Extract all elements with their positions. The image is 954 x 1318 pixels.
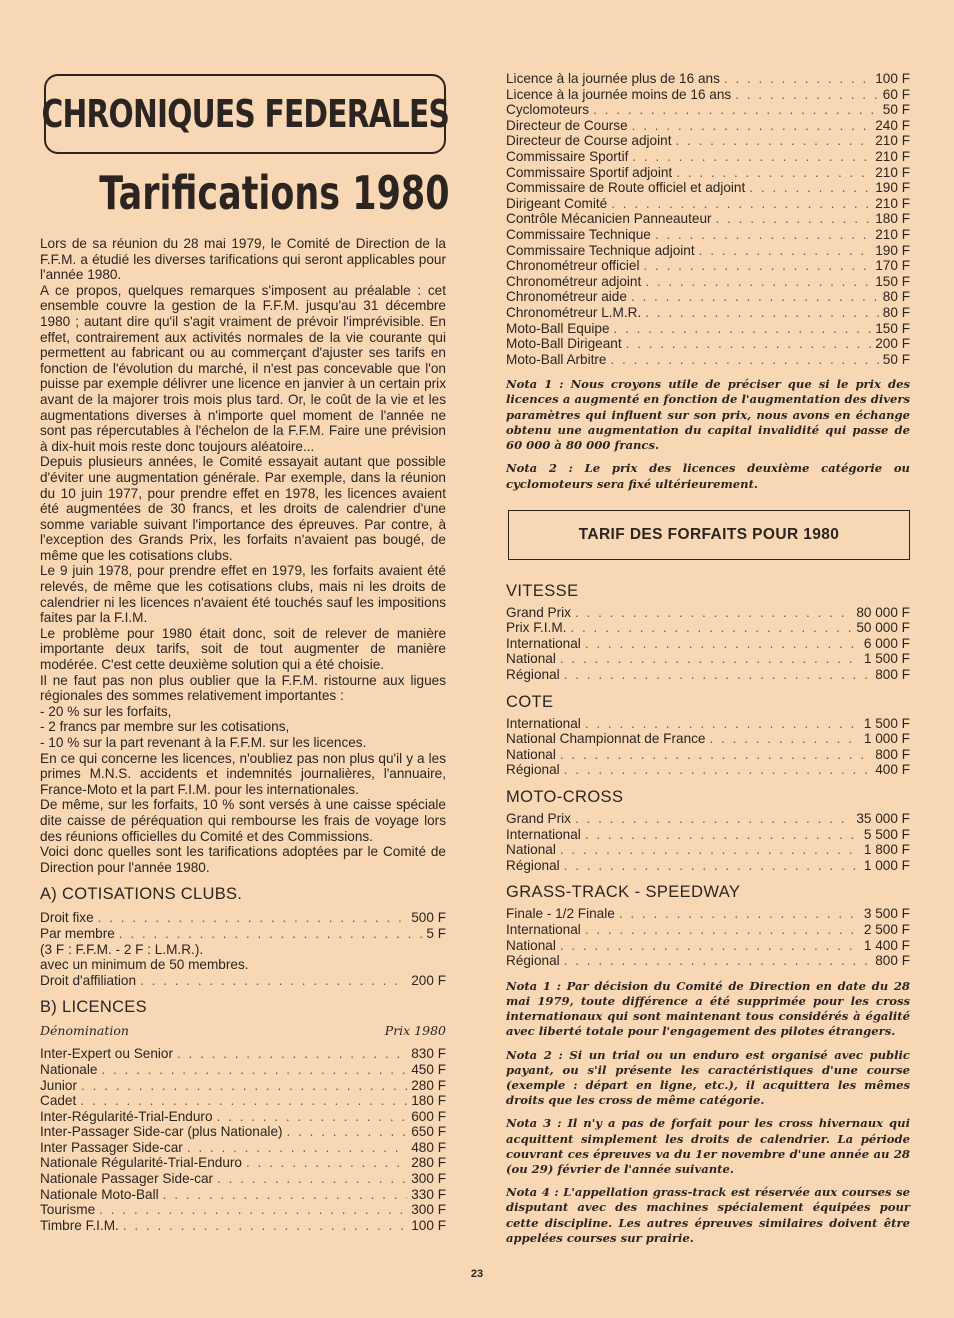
price-label: Chronométreur L.M.R. [506, 304, 642, 320]
price-label: Directeur de Course adjoint [506, 133, 672, 149]
price-label: Commissaire Sportif adjoint [506, 164, 673, 180]
price-label: Droit fixe [40, 910, 94, 926]
section-title: CHRONIQUES FEDERALES [41, 92, 449, 136]
price-label: National Championnat de France [506, 731, 706, 747]
price-row [506, 71, 910, 87]
category-title-grasstrack: GRASS-TRACK - SPEEDWAY [506, 883, 741, 902]
price-row [506, 636, 910, 652]
leader-dots [724, 71, 871, 87]
licences-list [40, 1046, 446, 1233]
price-value: 210 F [875, 226, 910, 242]
price-value: 150 F [875, 320, 910, 336]
price-label: International [506, 922, 581, 938]
price-row [506, 716, 910, 732]
leader-dots [564, 762, 872, 778]
leader-dots [632, 118, 872, 134]
price-row [506, 321, 910, 337]
leader-dots [217, 1171, 407, 1187]
price-value: 300 F [411, 1202, 446, 1218]
price-label: Finale - 1/2 Finale [506, 906, 615, 922]
leader-dots [585, 716, 860, 732]
price-value: 190 F [875, 180, 910, 196]
price-value: 50 000 F [856, 620, 910, 636]
price-value: 500 F [411, 910, 446, 926]
leader-dots [564, 667, 872, 683]
column-header-price: Prix 1980 [384, 1023, 446, 1039]
price-row [40, 1187, 446, 1203]
price-row [506, 605, 910, 621]
price-row [40, 1062, 446, 1078]
price-label: Chronométreur aide [506, 289, 627, 305]
section-title-box [41, 74, 449, 154]
price-label: Moto-Ball Dirigeant [506, 336, 622, 352]
leader-dots [655, 227, 871, 243]
leader-dots [699, 243, 872, 259]
forfaits-heading-box [508, 510, 910, 560]
price-row [506, 227, 910, 243]
price-label: Licence à la journée plus de 16 ans [506, 71, 720, 86]
grasstrack-list [506, 906, 910, 968]
nota-text: Nota 2 : Le prix des licences deuxième catégorie ou cyclomoteurs sera fixé ultérieurement. [506, 461, 910, 491]
price-value: 650 F [411, 1124, 446, 1140]
leader-dots [614, 321, 872, 337]
price-row [506, 305, 910, 321]
leader-dots [643, 258, 871, 274]
price-row [506, 858, 910, 874]
price-label: Cadet [40, 1093, 77, 1109]
leader-dots [560, 938, 860, 954]
price-label: Prix F.I.M. [506, 620, 567, 636]
leader-dots [246, 1155, 407, 1171]
price-label: Régional [506, 667, 560, 683]
price-value: 5 500 F [863, 826, 910, 842]
price-label: Commissaire Technique [506, 226, 651, 242]
price-label: Contrôle Mécanicien Panneauteur [506, 211, 712, 227]
price-value: 100 F [875, 71, 910, 86]
price-value: 600 F [411, 1108, 446, 1124]
paragraph: Voici donc quelles sont les tarifications adoptées par le Comité de Direction pour l'année 1980. [40, 844, 446, 875]
price-value: 210 F [875, 164, 910, 180]
price-label: International [506, 715, 581, 731]
leader-dots [632, 149, 871, 165]
price-value: 3 500 F [863, 906, 910, 922]
nota-text: Nota 1 : Nous croyons utile de préciser que si le prix des licences a augmenté en fonction de l'augmentation des divers paramètres qui influent sur son prix, nous avons en échange obtenu une augmentation du capital invalidité qui passe de 60 000 à 80 000 francs. [506, 377, 910, 453]
price-value: 800 F [875, 667, 910, 683]
price-label: Junior [40, 1077, 78, 1093]
leader-dots [101, 1062, 407, 1078]
leader-dots [749, 180, 871, 196]
paragraph: Le problème pour 1980 était donc, soit de relever de manière importante deux tarifs, soit de tout augmenter de manière modérée. C'est cette deuxième solution qui a été choisie. [40, 625, 446, 673]
price-value: 450 F [411, 1061, 446, 1077]
leader-dots [645, 274, 871, 290]
price-label: Grand Prix [506, 604, 571, 620]
price-row [506, 196, 910, 212]
price-row [506, 149, 910, 165]
price-row [40, 1171, 446, 1187]
paragraph: Lors de sa réunion du 28 mai 1979, le Comité de Direction de la F.F.M. a étudié les diverses tarifications qui seront applicables pour l'année 1980. [40, 236, 446, 283]
leader-dots [585, 827, 860, 843]
nota-text: Nota 2 : Si un trial ou un enduro est organisé avec public payant, ou s'il présente les caractéristiques d'une course (exemple : départ en ligne, etc.), il acquittera les mêmes droits que les cross de même catégorie. [506, 1047, 910, 1108]
price-label: Inter Passager Side-car [40, 1139, 183, 1155]
price-label: Nationale Passager Side-car [40, 1171, 214, 1187]
price-value: 280 F [411, 1077, 446, 1093]
cotisations-note: (3 F : F.F.M. - 2 F : L.M.R.). [40, 941, 204, 957]
paragraph: Le 9 juin 1978, pour prendre effet en 1979, les forfaits avaient été relevés, de même que les cotisations clubs, mais ni les droits de calendrier ni les licences n'avaient été touchés sauf les impositions faites par la F.I.M. [40, 563, 446, 626]
nota-text: Nota 4 : L'appellation grass-track est réservée aux courses se disputant avec des machines spécialement équipées pour cette discipline. Les autres épreuves similaires doivent être appelées courses sur prairie. [506, 1185, 910, 1245]
leader-dots [560, 747, 871, 763]
licences-notes [506, 377, 910, 491]
price-row [506, 762, 910, 778]
price-value: 480 F [411, 1139, 446, 1155]
price-row [506, 938, 910, 954]
price-label: Chronométreur adjoint [506, 273, 642, 289]
price-value: 190 F [875, 242, 910, 258]
forfaits-heading: TARIF DES FORFAITS POUR 1980 [578, 525, 840, 543]
price-value: 1 500 F [863, 715, 910, 731]
price-value: 100 F [411, 1217, 446, 1233]
price-label: Cyclomoteurs [506, 102, 590, 118]
leader-dots [631, 289, 879, 305]
price-row [40, 910, 446, 926]
price-value: 170 F [875, 258, 910, 274]
price-label: Commissaire de Route officiel et adjoint [506, 180, 746, 196]
price-label: International [506, 826, 581, 842]
price-row [40, 1078, 446, 1094]
paragraph: A ce propos, quelques remarques s'imposent au préalable : cet ensemble couvre la gestion de la F.F.M. jusqu'au 31 décembre 1980 ; autant dire qu'il s'agit vraiment de prévoir l'imprévisible. En effet, contrairement aux activités normales de la vie courante qui permettent au fabricant ou au commerçant d'ajuster ses tarifs en fonction de l'évolution du marché, il n'est pas concevable que l'on puisse par exemple délivrer une licence en janvier à un certain prix avant de la majorer trois mois plus tard. Or, le coût de la vie et les augmentations diverses à n'importe quel moment de l'année ne sont pas répercutables à l'échelon de la F.F.M. Faire une prévision à dix-huit mois reste donc toujours aléatoire... [40, 282, 446, 454]
leader-dots [119, 926, 423, 942]
price-value: 200 F [411, 972, 446, 988]
paragraph: - 20 % sur les forfaits, [40, 703, 172, 719]
price-row [40, 1109, 446, 1125]
price-row [506, 165, 910, 181]
price-value: 60 F [882, 86, 910, 102]
price-row [40, 1218, 446, 1234]
price-row [506, 258, 910, 274]
price-row [506, 953, 910, 969]
price-row [506, 336, 910, 352]
paragraph: - 2 francs par membre sur les cotisations, [40, 719, 290, 735]
price-label: Commissaire Technique adjoint [506, 242, 695, 258]
leader-dots [710, 731, 860, 747]
price-value: 280 F [411, 1155, 446, 1171]
price-label: National [506, 842, 556, 858]
price-row [506, 180, 910, 196]
paragraph: En ce qui concerne les licences, n'oubliez pas non plus qu'il y a les primes M.N.S. accidents et indemnités journalières, l'annuaire, France-Moto et la part F.I.M. pour les internationales. [40, 750, 446, 797]
right-column [506, 71, 910, 1254]
forfaits-notes [506, 979, 910, 1246]
leader-dots [560, 842, 860, 858]
leader-dots [675, 133, 871, 149]
paragraph: Il ne faut pas non plus oublier que la F.F.M. ristourne aux ligues régionales des sommes relativement importantes : [40, 672, 446, 704]
nota-text: Nota 3 : Il n'y a pas de forfait pour les cross hivernaux qui acquittent simplement les droits de calendrier. La période couvrant ces épreuves va du 1er novembre d'une année au 28 (ou 29) février de l'année suivante. [506, 1116, 910, 1177]
page-title-text: Tarifications 1980 [99, 166, 450, 220]
licences-list-continued [506, 71, 910, 367]
price-label: Par membre [40, 925, 115, 941]
price-value: 1 000 F [863, 857, 910, 873]
price-row [506, 811, 910, 827]
price-value: 800 F [875, 953, 910, 969]
price-label: Directeur de Course [506, 117, 628, 133]
paragraph: - 10 % sur la part revenant à la F.F.M. sur les licences. [40, 735, 367, 750]
price-value: 80 000 F [856, 604, 910, 620]
page-number: 23 [470, 1268, 484, 1280]
price-row [506, 651, 910, 667]
price-label: Droit d'affiliation [40, 972, 137, 988]
page-title [44, 166, 450, 220]
paragraph: De même, sur les forfaits, 10 % sont versés à une caisse spéciale dite caisse de péréquation qui rembourse les frais de voyage lors des réunions officielles du Comité et des Commissions. [40, 797, 446, 844]
price-row [506, 274, 910, 290]
price-row [506, 667, 910, 683]
price-row [506, 620, 910, 636]
price-value: 5 F [426, 925, 446, 941]
licences-column-headers [40, 1023, 446, 1038]
price-label: Régional [506, 857, 560, 873]
leader-dots [163, 1187, 408, 1203]
price-row [506, 87, 910, 103]
price-label: Régional [506, 953, 560, 969]
price-label: Régional [506, 762, 560, 778]
price-value: 2 500 F [863, 922, 910, 938]
price-value: 1 500 F [863, 651, 910, 667]
leader-dots [81, 1078, 407, 1094]
leader-dots [123, 1218, 407, 1234]
price-row [40, 1046, 446, 1062]
price-value: 1 400 F [863, 937, 910, 953]
leader-dots [676, 165, 871, 181]
price-value: 80 F [882, 304, 910, 320]
price-row [40, 1155, 446, 1171]
price-value: 1 800 F [863, 842, 910, 858]
leader-dots [619, 906, 860, 922]
leader-dots [80, 1093, 407, 1109]
price-label: Moto-Ball Arbitre [506, 351, 607, 367]
leader-dots [716, 211, 872, 227]
price-label: Nationale Moto-Ball [40, 1186, 159, 1202]
intro-text [40, 236, 446, 875]
price-label: Chronométreur officiel [506, 258, 640, 274]
price-row [40, 1140, 446, 1156]
vitesse-list [506, 605, 910, 683]
price-label: Inter-Expert ou Senior [40, 1046, 173, 1062]
price-value: 210 F [875, 148, 910, 164]
leader-dots [564, 953, 872, 969]
price-value: 300 F [411, 1171, 446, 1187]
price-row [506, 133, 910, 149]
price-row [506, 731, 910, 747]
price-label: Nationale [40, 1061, 98, 1077]
price-row [506, 827, 910, 843]
nota-text: Nota 1 : Par décision du Comité de Direction en date du 28 mai 1979, toute différence a été supprimée pour les cross internationaux qui sont maintenant tous considérés à égalité avec liberté totale pour l'engagement des pilotes étrangers. [506, 978, 910, 1039]
leader-dots [575, 605, 852, 621]
leader-dots [287, 1124, 408, 1140]
leader-dots [187, 1140, 407, 1156]
price-label: Inter-Régularité-Trial-Enduro [40, 1108, 213, 1124]
price-value: 50 F [882, 102, 910, 118]
category-title-cote: COTE [506, 692, 554, 711]
price-row [40, 1124, 446, 1140]
price-label: Dirigeant Comité [506, 195, 608, 211]
price-row [506, 842, 910, 858]
leader-dots [735, 87, 879, 103]
paragraph: Depuis plusieurs années, le Comité essayait autant que possible d'éviter une augmentation générale. Par exemple, dans la réunion du 10 juin 1977, pour prendre effet en 1978, les licences avaient été augmentées de 30 francs, et les droits de calendrier d'une somme variable suivant l'importance des épreuves. Par contre, à l'exception des Grands Prix, les forfaits n'avaient pas bougé, de même que les cotisations clubs. [40, 454, 446, 563]
price-value: 35 000 F [856, 811, 910, 827]
leader-dots [626, 336, 872, 352]
leader-dots [99, 1202, 407, 1218]
price-label: International [506, 635, 581, 651]
price-row [40, 973, 446, 989]
leader-dots [570, 620, 852, 636]
price-label: Moto-Ball Equipe [506, 320, 610, 336]
leader-dots [564, 858, 860, 874]
price-value: 50 F [882, 351, 910, 367]
leader-dots [575, 811, 852, 827]
price-value: 180 F [411, 1093, 446, 1109]
cotisations-note: avec un minimum de 50 membres. [40, 957, 249, 973]
price-row [506, 211, 910, 227]
leader-dots [611, 196, 871, 212]
price-row [506, 102, 910, 118]
price-label: National [506, 746, 556, 762]
leader-dots [177, 1046, 407, 1062]
leader-dots [610, 352, 878, 368]
leader-dots [560, 651, 860, 667]
price-row [506, 118, 910, 134]
leader-dots [585, 922, 860, 938]
price-row [506, 906, 910, 922]
cote-list [506, 716, 910, 778]
price-value: 240 F [875, 117, 910, 133]
price-label: Licence à la journée moins de 16 ans [506, 86, 732, 102]
motocross-list [506, 811, 910, 873]
licences-heading: B) LICENCES [40, 998, 147, 1017]
cotisations-heading: A) COTISATIONS CLUBS. [40, 885, 243, 904]
price-row [506, 747, 910, 763]
leader-dots [140, 973, 407, 989]
price-value: 1 000 F [863, 731, 910, 747]
leader-dots [98, 910, 408, 926]
leader-dots [217, 1109, 408, 1125]
leader-dots [585, 636, 860, 652]
price-value: 800 F [875, 746, 910, 762]
price-value: 150 F [875, 273, 910, 289]
price-value: 330 F [411, 1186, 446, 1202]
left-column [40, 236, 446, 1233]
price-value: 6 000 F [863, 635, 910, 651]
category-title-vitesse: VITESSE [506, 581, 579, 600]
price-row [40, 1093, 446, 1109]
price-row [506, 289, 910, 305]
price-value: 200 F [875, 336, 910, 352]
price-row [40, 926, 446, 942]
price-row [506, 243, 910, 259]
price-value: 80 F [882, 289, 910, 305]
price-value: 210 F [875, 133, 910, 149]
price-label: Tourisme [40, 1202, 96, 1218]
column-header-name: Dénomination [40, 1023, 129, 1039]
leader-dots [593, 102, 879, 118]
price-row [40, 1202, 446, 1218]
price-value: 830 F [411, 1046, 446, 1062]
price-value: 400 F [875, 762, 910, 778]
price-label: Grand Prix [506, 811, 571, 827]
price-label: National [506, 651, 556, 667]
price-label: National [506, 937, 556, 953]
price-label: Inter-Passager Side-car (plus Nationale) [40, 1124, 283, 1140]
price-row [506, 922, 910, 938]
price-label: Commissaire Sportif [506, 148, 629, 164]
price-value: 210 F [875, 195, 910, 211]
price-label: Timbre F.I.M. [40, 1217, 119, 1233]
leader-dots [645, 305, 879, 321]
category-title-motocross: MOTO-CROSS [506, 788, 624, 807]
price-value: 180 F [875, 211, 910, 227]
price-row [506, 352, 910, 368]
price-label: Nationale Régularité-Trial-Enduro [40, 1155, 242, 1171]
